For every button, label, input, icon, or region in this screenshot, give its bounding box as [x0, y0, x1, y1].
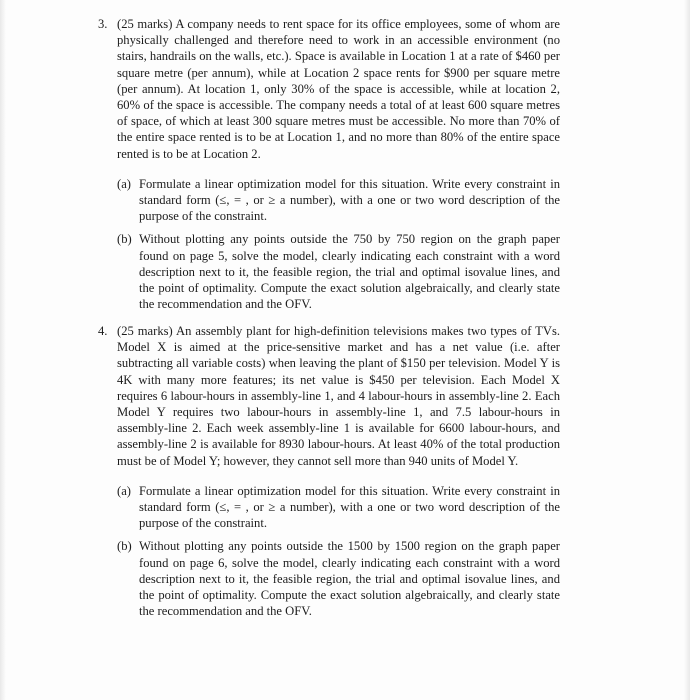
page-edge-shadow-right: [684, 0, 690, 700]
part-label: (b): [117, 539, 132, 554]
question-part-b: [117, 538, 560, 619]
question-3: [98, 16, 560, 319]
question-part-b: [117, 231, 560, 312]
page-edge-shadow-left: [0, 0, 6, 700]
question-part-a: [117, 176, 560, 225]
question-number: 3.: [98, 17, 108, 31]
question-text: (25 marks) An assembly plant for high-definition televisions makes two types of TVs. Model X is aimed at the price-sensitive market and has a net value (i.e. after subtracting all variable costs) when leaving the plant of $150 per television. Model Y is 4K with many more features; its net value is $450 per television. Each Model X requires 6 labour-hours in assembly-line 1, and 4 labour-hours in assembly-line 2. Each Model Y requires two labour-hours in assembly-line 1, and 7.5 labour-hours in assembly-line 2. Each week assembly-line 1 is available for 6600 labour-hours, and assembly-line 2 is available for 8930 labour-hours. At least 40% of the total production must be of Model Y; however, they cannot sell more than 940 units of Model Y.: [117, 324, 560, 468]
question-part-a: [117, 483, 560, 532]
question-4: [98, 323, 560, 626]
part-text: Without plotting any points outside the 750 by 750 region on the graph paper found on page 5, solve the model, clearly indicating each constraint with a word description next to it, the feasible region, the trial and optimal isovalue lines, and the point of optimality. Compute the exact solution algebraically, and clearly state the recommendation and the OFV.: [139, 232, 560, 312]
part-label: (a): [117, 176, 131, 191]
part-text: Without plotting any points outside the 1500 by 1500 region on the graph paper found on page 6, solve the model, clearly indicating each constraint with a word description next to it, the feasible region, the trial and optimal isovalue lines, and the point of optimality. Compute the exact solution algebraically, and clearly state the recommendation and the OFV.: [139, 539, 560, 619]
question-text: (25 marks) A company needs to rent space for its office employees, some of whom are physically challenged and therefore need to work in an accessible environment (no stairs, handrails on the walls, etc.). Space is available in Location 1 at a rate of $460 per square metre (per annum), while at Location 2 space rents for $900 per square metre (per annum). At location 1, only 30% of the space is accessible, while at location 2, 60% of the space is accessible. The company needs a total of at least 600 square metres of space, of which at least 300 square metres must be accessible. No more than 70% of the entire space rented is to be at Location 1, and no more than 80% of the entire space rented is to be at Location 2.: [117, 17, 560, 161]
part-label: (a): [117, 483, 131, 498]
part-label: (b): [117, 232, 132, 247]
question-parts: [117, 176, 560, 313]
question-parts: [117, 483, 560, 620]
question-number: 4.: [98, 324, 108, 338]
part-text: Formulate a linear optimization model for this situation. Write every constraint in standard form (≤, = , or ≥ a number), with a one or two word description of the purpose of the constraint.: [139, 176, 560, 224]
part-text: Formulate a linear optimization model for this situation. Write every constraint in standard form (≤, = , or ≥ a number), with a one or two word description of the purpose of the constraint.: [139, 483, 560, 531]
